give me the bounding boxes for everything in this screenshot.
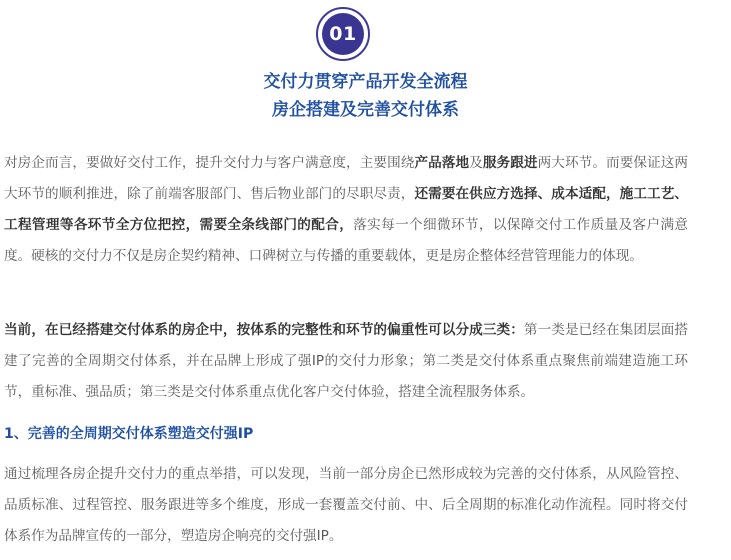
p1-text-1: 对房企而言，要做好交付工作，提升交付力与客户满意度，主要围绕 xyxy=(4,155,415,171)
section-title-line1: 交付力贯穿产品开发全流程 xyxy=(263,72,468,92)
p2-bold-1: 当前，在已经搭建交付体系的房企中，按体系的完整性和环节的偏重性可以分成三类： xyxy=(4,322,524,338)
p1-bold-3: 还需要在供应方选择、成本适配，施工工艺、工程管理等各环节全方位把控，需要全条线部门的配合， xyxy=(4,186,688,233)
paragraph-4: 通过梳理各房企提升交付力的重点举措，可以发现，当前一部分房企已然形成较为完善的交付体系，从风险管控、品质标准、过程管控、服务跟进等多个维度，形成一套覆盖交付前、中、后全周期的标准化动作流程。同时将交付体系作为品牌宣传的一部分，塑造房企响亮的交付强IP。 xyxy=(4,466,688,544)
p1-text-4: 落实每一个细微环节，以保障交付工作质量及客户满意度。硬核的交付力不仅是房企契约精神、口碑树立与传播的重要载体，更是房企整体经营管理能力的体现。 xyxy=(4,217,689,264)
p1-bold-2: 服务跟进 xyxy=(482,155,538,171)
section-title-line2: 房企搭建及完善交付体系 xyxy=(272,100,459,120)
p2-text-1: 第一类是已经在集团层面搭建了完善的全周期交付体系，并在品牌上形成了强IP的交付力形象；第二类是交付体系重点聚焦前端建造施工环节，重标准、强品质；第三类是交付体系重点优化客户交付体验，搭建全流程服务体系。 xyxy=(4,322,688,400)
section-number-badge xyxy=(316,7,370,61)
p1-text-3: 两大环节。而要保证这两大环节的顺利推进，除了前端客服部门、售后物业部门的尽职尽责， xyxy=(4,155,689,202)
p1-bold-1: 产品落地 xyxy=(414,155,470,171)
badge-number: 01 xyxy=(322,13,364,55)
paragraph-1 xyxy=(4,148,688,272)
p1-text-2: 及 xyxy=(469,155,483,171)
paragraph-2 xyxy=(4,315,688,408)
subheading: 1、完善的全周期交付体系塑造交付强IP xyxy=(4,426,254,442)
